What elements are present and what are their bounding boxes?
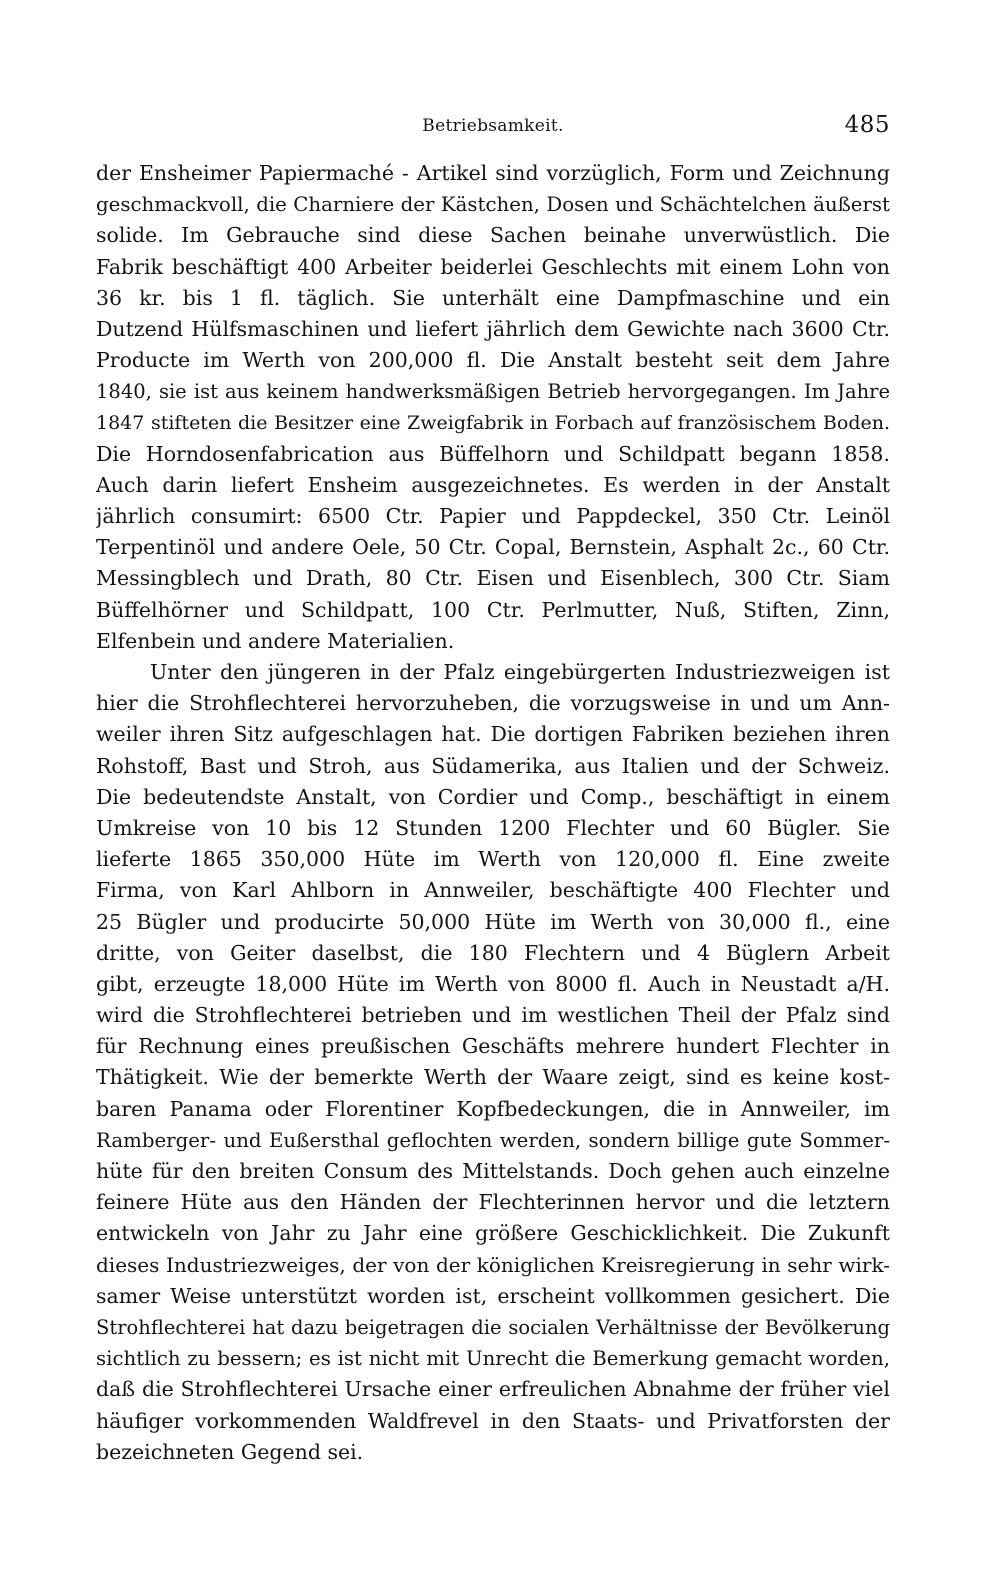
text-line: Firma, von Karl Ahlborn in Annweiler, beschäftigte 400 Flechter und — [96, 878, 890, 903]
text-line: baren Panama oder Florentiner Kopfbedeckungen, die in Annweiler, im — [96, 1096, 890, 1121]
text-line: weiler ihren Sitz aufgeschlagen hat. Die dortigen Fabriken beziehen ihren — [96, 722, 890, 747]
paragraph-end-line: bezeichneten Gegend sei. — [96, 1439, 364, 1464]
text-line: Die Horndosenfabrication aus Büffelhorn und Schildpatt begann 1858. — [96, 441, 890, 466]
text-line: daß die Strohflechterei Ursache einer erfreulichen Abnahme der früher viel — [96, 1377, 890, 1402]
text-line: geschmackvoll, die Charniere der Kästchen, Dosen und Schächtelchen äußerst — [96, 193, 890, 217]
paragraph-end-line: Elfenbein und andere Materialien. — [96, 628, 455, 653]
text-line: 1847 stifteten die Besitzer eine Zweigfabrik in Forbach auf französischem Boden. — [96, 411, 890, 434]
text-line: jährlich consumirt: 6500 Ctr. Papier und Pappdeckel, 350 Ctr. Leinöl — [96, 504, 890, 529]
running-title: Betriebsamkeit. — [422, 116, 564, 136]
running-head — [96, 112, 890, 142]
text-line: Umkreise von 10 bis 12 Stunden 1200 Flechter und 60 Bügler. Sie — [96, 815, 890, 840]
page-number: 485 — [844, 112, 890, 138]
text-line: Büffelhörner und Schildpatt, 100 Ctr. Perlmutter, Nuß, Stiften, Zinn, — [96, 597, 890, 622]
text-line: wird die Strohflechterei betrieben und im westlichen Theil der Pfalz sind — [96, 1003, 890, 1028]
text-line: 25 Bügler und producirte 50,000 Hüte im Werth von 30,000 fl., eine — [96, 909, 890, 934]
body-text — [96, 158, 890, 1468]
text-line: Strohflechterei hat dazu beigetragen die socialen Verhältnisse der Bevölkerung — [96, 1315, 890, 1339]
text-line: sichtlich zu bessern; es ist nicht mit Unrecht die Bemerkung gemacht worden, — [96, 1347, 890, 1371]
text-line: Ramberger- und Eußersthal geflochten werden, sondern billige gute Sommer- — [96, 1128, 890, 1152]
text-line: dritte, von Geiter daselbst, die 180 Flechtern und 4 Büglern Arbeit — [96, 940, 890, 965]
text-line: Terpentinöl und andere Oele, 50 Ctr. Copal, Bernstein, Asphalt 2c., 60 Ctr. — [96, 535, 890, 560]
text-line: samer Weise unterstützt worden ist, erscheint vollkommen gesichert. Die — [96, 1283, 890, 1308]
text-line: Thätigkeit. Wie der bemerkte Werth der Waare zeigt, sind es keine kost- — [96, 1065, 890, 1090]
text-line: der Ensheimer Papiermaché - Artikel sind vorzüglich, Form und Zeichnung — [96, 161, 890, 185]
text-line: Messingblech und Drath, 80 Ctr. Eisen und Eisenblech, 300 Ctr. Siam — [96, 566, 890, 591]
text-line: Auch darin liefert Ensheim ausgezeichnetes. Es werden in der Anstalt — [96, 472, 890, 497]
text-line: Fabrik beschäftigt 400 Arbeiter beiderlei Geschlechts mit einem Lohn von — [96, 254, 890, 279]
text-line: Dutzend Hülfsmaschinen und liefert jährlich dem Gewichte nach 3600 Ctr. — [96, 316, 890, 341]
text-line: solide. Im Gebrauche sind diese Sachen beinahe unverwüstlich. Die — [96, 223, 890, 248]
text-line: entwickeln von Jahr zu Jahr eine größere Geschicklichkeit. Die Zukunft — [96, 1221, 890, 1246]
text-line: Die bedeutendste Anstalt, von Cordier und Comp., beschäftigt in einem — [96, 784, 890, 809]
text-line: 36 kr. bis 1 fl. täglich. Sie unterhält eine Dampfmaschine und ein — [96, 285, 890, 310]
text-line: dieses Industriezweiges, der von der königlichen Kreisregierung in sehr wirk- — [96, 1252, 890, 1277]
text-line: lieferte 1865 350,000 Hüte im Werth von 120,000 fl. Eine zweite — [96, 847, 890, 872]
text-line: Rohstoff, Bast und Stroh, aus Südamerika, aus Italien und der Schweiz. — [96, 753, 890, 778]
text-line: 1840, sie ist aus keinem handwerksmäßigen Betrieb hervorgegangen. Im Jahre — [96, 380, 890, 404]
text-line: gibt, erzeugte 18,000 Hüte im Werth von 8000 fl. Auch in Neustadt a/H. — [96, 971, 890, 996]
paragraph-first-line: Unter den jüngeren in der Pfalz eingebürgerten Industriezweigen ist — [150, 660, 890, 684]
text-line: für Rechnung eines preußischen Geschäfts mehrere hundert Flechter in — [96, 1034, 890, 1059]
text-line: häufiger vorkommenden Waldfrevel in den Staats- und Privatforsten der — [96, 1408, 890, 1433]
text-line: hier die Strohflechterei hervorzuheben, die vorzugsweise in und um Ann- — [96, 691, 890, 716]
text-line: hüte für den breiten Consum des Mittelstands. Doch gehen auch einzelne — [96, 1159, 890, 1183]
text-line: feinere Hüte aus den Händen der Flechterinnen hervor und die letztern — [96, 1190, 890, 1215]
text-line: Producte im Werth von 200,000 fl. Die Anstalt besteht seit dem Jahre — [96, 348, 890, 373]
